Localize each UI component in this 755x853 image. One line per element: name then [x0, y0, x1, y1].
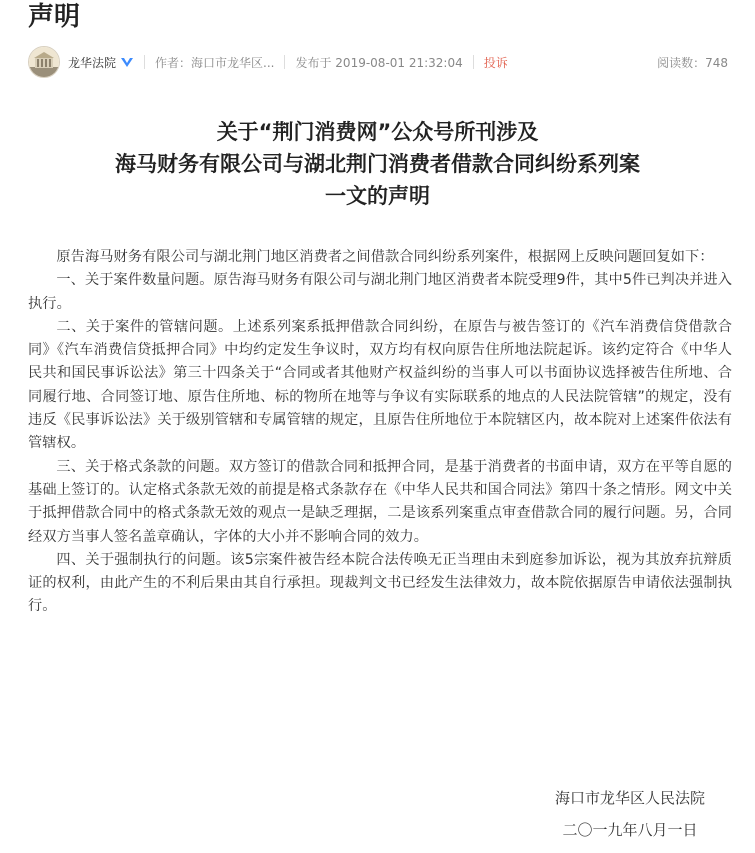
read-count: 阅读数：748	[657, 55, 728, 70]
paragraph-enforcement: 四、关于强制执行的问题。该5宗案件被告经本院合法传唤无正当理由未到庭参加诉讼，视为其放弃抗辩质证的权利，由此产生的不利后果由其自行承担。现裁判文书已经发生法律效力，故本院依据原告申请依法强制执行。	[28, 551, 732, 615]
verified-icon	[120, 55, 134, 69]
heading-line: 海马财务有限公司与湖北荆门消费者借款合同纠纷系列案	[115, 152, 640, 176]
page-title: 声明	[28, 2, 81, 32]
heading-line: 一文的声明	[325, 184, 430, 208]
paragraph-jurisdiction: 二、关于案件的管辖问题。上述系列案系抵押借款合同纠纷，在原告与被告签订的《汽车消费信贷借款合同》《汽车消费信贷抵押合同》中均约定发生争议时，双方均有权向原告住所地法院起诉。该约定符合《中华人民共和国民事诉讼法》第三十四条关于“合同或者其他财产权益纠纷的当事人可以书面协议选择被告住所地、合同履行地、合同签订地、原告住所地、标的物所在地等与争议有实际联系的地点的人民法院管辖”的规定，没有违反《民事诉讼法》关于级别管辖和专属管辖的规定，且原告住所地位于本院辖区内，故本院对上述案件依法有管辖权。	[28, 318, 732, 452]
heading-line: 关于“荆门消费网”公众号所刊涉及	[216, 120, 539, 144]
publish-time: 发布于 2019-08-01 21:32:04	[295, 55, 463, 70]
document-heading	[0, 116, 755, 212]
article-meta	[28, 46, 728, 78]
paragraph-intro: 原告海马财务有限公司与湖北荆门地区消费者之间借款合同纠纷系列案件，根据网上反映问题回复如下：	[56, 249, 714, 265]
divider	[284, 55, 285, 69]
divider	[144, 55, 145, 69]
avatar[interactable]	[28, 46, 60, 78]
signature-date: 二〇一九年八月一日	[562, 821, 698, 839]
divider	[473, 55, 474, 69]
paragraph-case-count: 一、关于案件数量问题。原告海马财务有限公司与湖北荆门地区消费者本院受理9件，其中5件已判决并进入执行。	[28, 272, 732, 312]
complain-link[interactable]: 投诉	[483, 55, 508, 70]
account-name[interactable]: 龙华法院	[68, 55, 117, 70]
author-value[interactable]: 海口市龙华区...	[191, 55, 275, 70]
court-building-icon	[29, 47, 59, 77]
paragraph-format-clause: 三、关于格式条款的问题。双方签订的借款合同和抵押合同，是基于消费者的书面申请，双方在平等自愿的基础上签订的。认定格式条款无效的前提是格式条款存在《中华人民共和国合同法》第四十条之情形。网文中关于抵押借款合同中的格式条款无效的观点一是缺乏理据，二是该系列案重点审查借款合同的履行问题。另，合同经双方当事人签名盖章确认，字体的大小并不影响合同的效力。	[28, 458, 732, 545]
signature-org: 海口市龙华区人民法院	[554, 789, 705, 807]
signature	[555, 782, 705, 846]
document-body	[28, 246, 732, 619]
author-label: 作者：	[155, 55, 192, 70]
